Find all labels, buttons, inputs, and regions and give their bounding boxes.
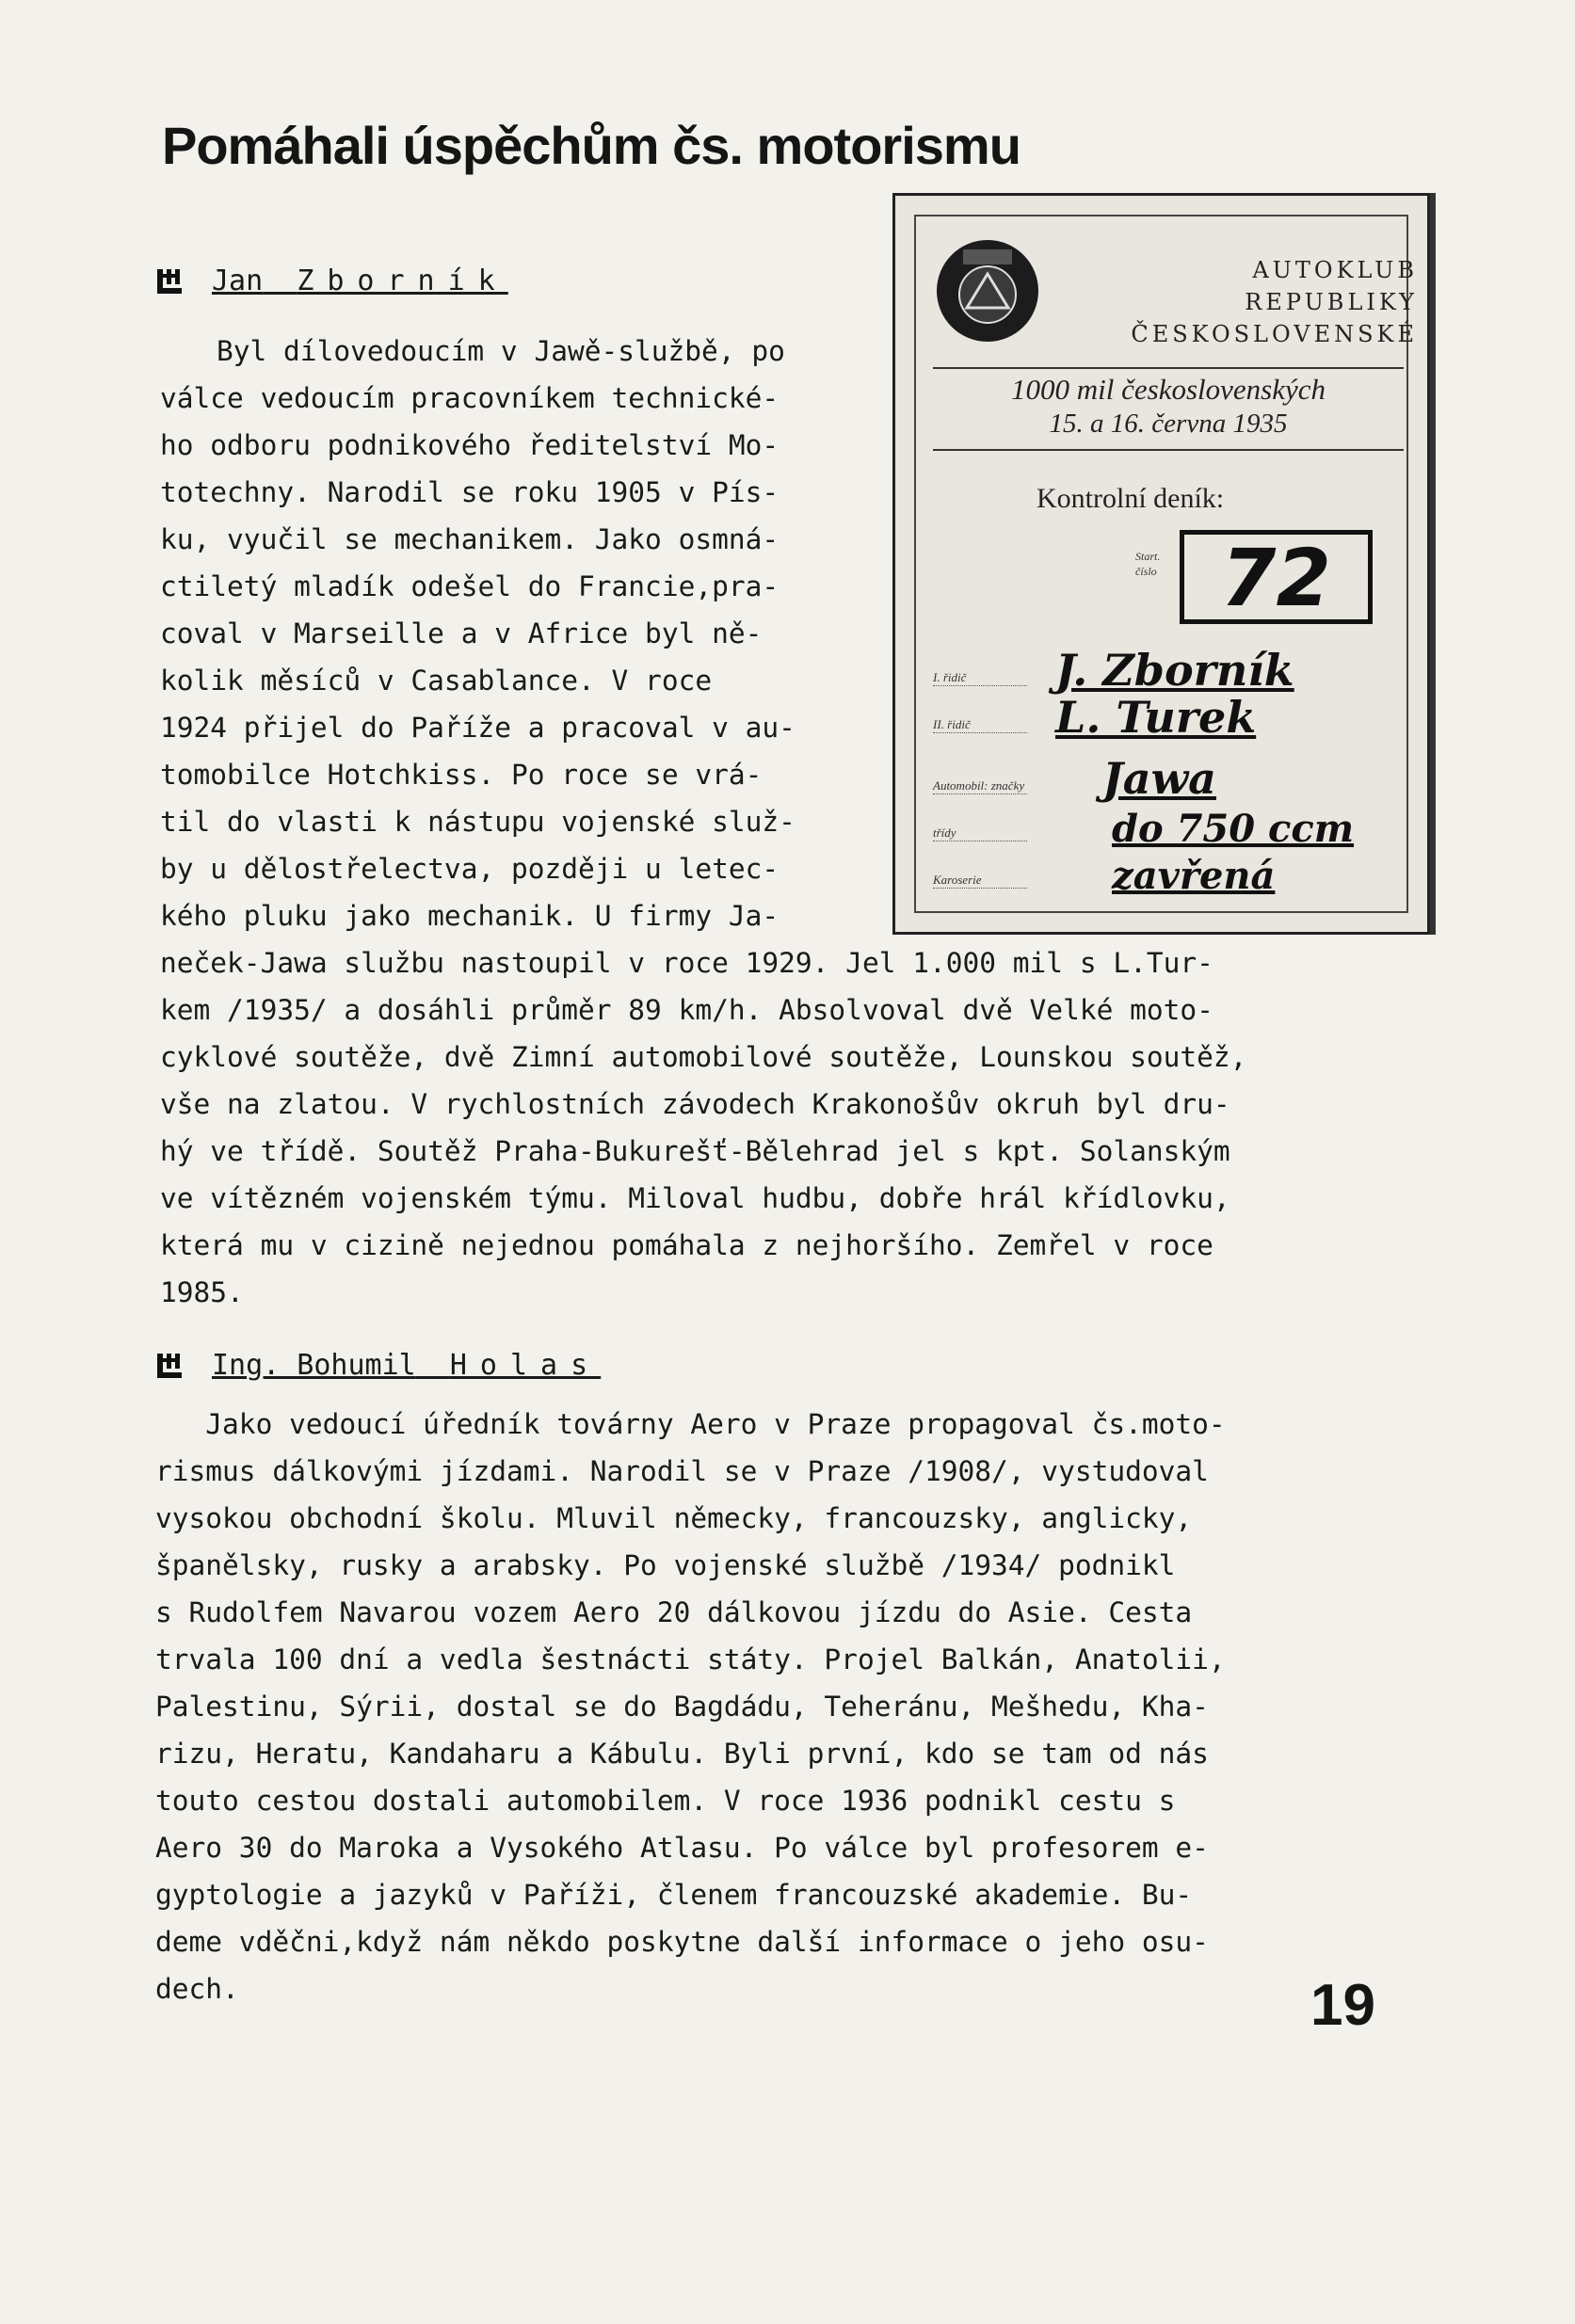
logbook-heading: Kontrolní deník: xyxy=(1037,483,1225,514)
person-name xyxy=(212,264,508,297)
text-line: ctiletý mladík odešel do Francie,pra- xyxy=(160,570,779,602)
text-line: ho odboru podnikového ředitelství Mo- xyxy=(160,429,779,461)
form-value: zavřená xyxy=(1112,854,1276,898)
surname: Holas xyxy=(449,1349,602,1382)
form-value: J. Zborník xyxy=(1055,645,1294,696)
start-number-label: Start. číslo xyxy=(1135,550,1161,578)
form-value: Jawa xyxy=(1102,753,1216,804)
club-line: REPUBLIKY xyxy=(1245,289,1418,315)
text-line: kolik měsíců v Casablance. V roce xyxy=(160,665,713,697)
page-number: 19 xyxy=(1310,1973,1375,2038)
text-line: rizu, Heratu, Kandaharu a Kábulu. Byli první, kdo se tam od nás xyxy=(155,1738,1209,1770)
first-name: Jan xyxy=(212,264,264,297)
text-line: vše na zlatou. V rychlostních závodech Krakonošův okruh byl dru- xyxy=(160,1088,1230,1120)
form-row-class xyxy=(933,807,1408,851)
cross-icon xyxy=(155,267,184,296)
text-line: kého pluku jako mechanik. U firmy Ja- xyxy=(160,900,779,932)
event-name: 1000 mil československých xyxy=(933,367,1404,407)
form-row-driver-2 xyxy=(933,692,1408,743)
text-line: s Rudolfem Navarou vozem Aero 20 dálkovou jízdu do Asie. Cesta xyxy=(155,1596,1193,1628)
text-line: 1924 přijel do Paříže a pracoval v au- xyxy=(160,712,796,744)
text-line: Jako vedoucí úředník továrny Aero v Praze propagoval čs.moto- xyxy=(155,1408,1226,1440)
first-name: Ing. Bohumil xyxy=(212,1349,416,1382)
form-value: do 750 ccm xyxy=(1112,807,1355,851)
text-line: kem /1935/ a dosáhli průměr 89 km/h. Absolvoval dvě Velké moto- xyxy=(160,994,1213,1026)
text-line: trvala 100 dní a vedla šestnácti státy. Projel Balkán, Anatolii, xyxy=(155,1643,1226,1675)
text-line: válce vedoucím pracovníkem technické- xyxy=(160,382,779,414)
text-line: španělsky, rusky a arabsky. Po vojenské službě /1934/ podnikl xyxy=(155,1549,1176,1581)
section-heading-zbornik xyxy=(155,262,508,297)
form-row-driver-1 xyxy=(933,645,1408,696)
page-title: Pomáhali úspěchům čs. motorismu xyxy=(162,116,1021,175)
text-line: vysokou obchodní školu. Mluvil německy, francouzsky, anglicky, xyxy=(155,1502,1193,1534)
cross-icon xyxy=(155,1352,184,1380)
text-line: neček-Jawa službu nastoupil v roce 1929. Jel 1.000 mil s L.Tur- xyxy=(160,947,1213,979)
form-label: třídy xyxy=(933,825,1027,841)
text-line: til do vlasti k nástupu vojenské služ- xyxy=(160,806,796,838)
text-line: deme vděčni,když nám někdo poskytne další informace o jeho osu- xyxy=(155,1926,1209,1958)
form-label: II. řidič xyxy=(933,717,1027,733)
person-name xyxy=(212,1349,601,1382)
form-value: L. Turek xyxy=(1055,692,1257,743)
text-line: Aero 30 do Maroka a Vysokého Atlasu. Po válce byl profesorem e- xyxy=(155,1832,1209,1864)
section-heading-holas xyxy=(155,1346,601,1382)
text-line: která mu v cizině nejednou pomáhala z nejhoršího. Zemřel v roce xyxy=(160,1229,1213,1261)
text-line: by u dělostřelectva, později u letec- xyxy=(160,853,779,885)
text-line: 1985. xyxy=(160,1276,244,1308)
text-line: dech. xyxy=(155,1973,239,2005)
text-line: touto cestou dostali automobilem. V roce 1936 podnikl cestu s xyxy=(155,1785,1176,1817)
club-line: AUTOKLUB xyxy=(1252,257,1418,283)
form-row-make xyxy=(933,753,1408,804)
form-row-body xyxy=(933,854,1408,898)
form-label: Automobil: značky xyxy=(933,778,1027,794)
club-name xyxy=(1098,254,1418,350)
text-line: totechny. Narodil se roku 1905 v Pís- xyxy=(160,476,779,508)
form-label: I. řidič xyxy=(933,670,1027,686)
form-label: Karoserie xyxy=(933,873,1027,889)
autoklub-emblem-icon xyxy=(935,238,1040,344)
logbook-photo xyxy=(892,193,1430,935)
text-line: Byl dílovedoucím v Jawě-službě, po xyxy=(217,335,785,367)
text-line: hý ve třídě. Soutěž Praha-Bukurešť-Bělehrad jel s kpt. Solanským xyxy=(160,1135,1230,1167)
text-line: gyptologie a jazyků v Paříži, členem francouzské akademie. Bu- xyxy=(155,1879,1193,1911)
start-number: 72 xyxy=(1180,530,1373,624)
event-date: 15. a 16. června 1935 xyxy=(933,409,1404,451)
text-line: ku, vyučil se mechanikem. Jako osmná- xyxy=(160,523,779,555)
surname: Zborník xyxy=(297,264,508,297)
text-line: rismus dálkovými jízdami. Narodil se v Praze /1908/, vystudoval xyxy=(155,1455,1209,1487)
text-line: cyklové soutěže, dvě Zimní automobilové soutěže, Lounskou soutěž, xyxy=(160,1041,1247,1073)
text-line: Palestinu, Sýrii, dostal se do Bagdádu, Teheránu, Mešhedu, Kha- xyxy=(155,1691,1209,1723)
club-line: ČESKOSLOVENSKÉ xyxy=(1131,321,1418,347)
text-line: coval v Marseille a v Africe byl ně- xyxy=(160,617,763,649)
text-line: ve vítězném vojenském týmu. Miloval hudbu, dobře hrál křídlovku, xyxy=(160,1182,1230,1214)
text-line: tomobilce Hotchkiss. Po roce se vrá- xyxy=(160,759,763,791)
biography-holas xyxy=(155,1401,1226,2012)
